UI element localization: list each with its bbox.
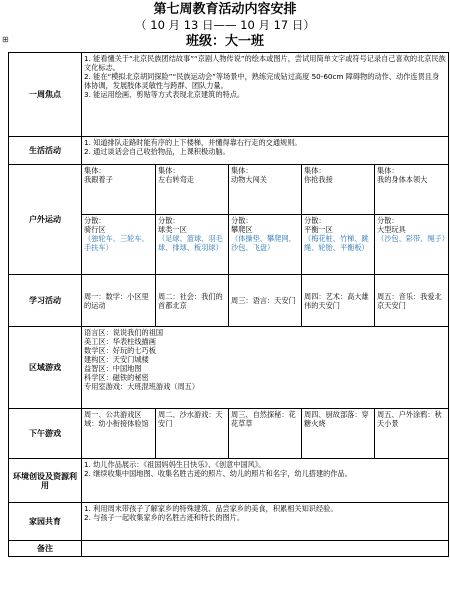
environment-item: 1. 幼儿作品展示：《祖国妈妈生日快乐》、《创意中国风》。 <box>84 460 266 469</box>
focus-row <box>9 53 449 137</box>
area-label: 区域游戏 <box>9 327 82 409</box>
outdoor-split-cell <box>229 215 302 275</box>
cell-area: 骑行区 <box>84 225 106 234</box>
cell-text: 你抢我接 <box>304 175 333 184</box>
outdoor-label: 户外运动 <box>9 165 82 275</box>
cell-head: 集体： <box>84 166 106 175</box>
remarks-content <box>82 541 449 557</box>
focus-item: 1. 能看懂关于“北京民族团结故事”“京剧人物传说”的绘本或图片，尝试用简单文字或符号记录自己喜欢的北京民族文化标志。 <box>84 54 446 72</box>
family-item: 1. 利用周末带孩子了解家乡的特殊建筑、品尝家乡的美食，积累相关知识经验。 <box>84 504 338 513</box>
afternoon-label: 下午游戏 <box>9 409 82 459</box>
cell-text: 我的身体本领大 <box>377 175 428 184</box>
family-content <box>82 503 449 541</box>
outdoor-group-cell <box>156 165 229 215</box>
cell-area: 大型玩具 <box>377 225 406 234</box>
family-item: 2. 与孩子一起收集家乡的名胜古迹和特长的图片。 <box>84 513 245 522</box>
life-item: 1. 知道排队走路时能有序的上下楼梯，并懂得靠右行走的交通规则。 <box>84 138 302 147</box>
area-item: 数学区：好玩的七巧板 <box>84 346 156 355</box>
cell-items: （梅花桩、竹梯、跳绳、轮胎、平衡板） <box>304 234 369 252</box>
life-row <box>9 137 449 165</box>
cell-items: （足球、篮球、羽毛球、排球、板羽球） <box>158 234 223 252</box>
focus-item: 2. 能在“模拟北京胡同探险”“民族运动会”等场景中，熟练完成钻过高度 50-60cm 障碍物的动作、动作连贯且身体协调，发展肢体灵敏性与跨群、团队力量。 <box>84 72 440 90</box>
cell-head: 分散： <box>84 216 106 225</box>
cell-head: 集体： <box>377 166 399 175</box>
study-day-cell: 周三：语言：天安门 <box>229 275 302 327</box>
life-label: 生活活动 <box>9 137 82 165</box>
cell-text: 左右转弯走 <box>158 175 194 184</box>
afternoon-day-cell: 周一、公共游戏区域：幼小衔接体验馆 <box>82 409 156 459</box>
remarks-row <box>9 541 449 557</box>
outdoor-group-cell <box>82 165 156 215</box>
cell-area: 攀爬区 <box>231 225 253 234</box>
cell-area: 球类一区 <box>158 225 187 234</box>
afternoon-day-cell: 周二、沙水游戏：天安门 <box>156 409 229 459</box>
cell-head: 分散： <box>304 216 326 225</box>
cell-head: 分散： <box>231 216 253 225</box>
environment-row <box>9 459 449 503</box>
environment-item: 2. 继续收集中国地图、收集名胜古迹的照片、幼儿的照片和名字，幼儿搭建的作品。 <box>84 469 352 478</box>
afternoon-day-cell: 周五、户外涂鸦：秋天小景 <box>375 409 449 459</box>
remarks-label: 备注 <box>9 541 82 557</box>
study-day-cell: 周五：音乐：我爱北京天安门 <box>375 275 449 327</box>
environment-label: 环境创设及资源利用 <box>9 459 82 503</box>
page-title: 第七周教育活动内容安排 <box>153 2 297 17</box>
cell-head: 集体： <box>231 166 253 175</box>
outdoor-group-cell <box>229 165 302 215</box>
outdoor-split-cell <box>375 215 449 275</box>
cell-text: 我跟着子 <box>84 175 113 184</box>
area-row <box>9 327 449 409</box>
cell-items: （沙包、彩带、绳子） <box>377 234 449 243</box>
area-item: 专用室游戏：大班混班游戏（周五） <box>84 382 200 391</box>
study-day-cell: 周四：艺术：高大雄伟的天安门 <box>302 275 375 327</box>
afternoon-day-cell: 周四、厨故部落：穿糖火烧 <box>302 409 375 459</box>
class-name: 班级：大一班 <box>185 34 264 49</box>
cell-head: 分散： <box>377 216 399 225</box>
outdoor-split-cell <box>302 215 375 275</box>
table-anchor-icon: ⊞ <box>2 35 9 44</box>
afternoon-row <box>9 409 449 459</box>
outdoor-split-cell <box>156 215 229 275</box>
focus-item: 3. 能运用绘画、剪贴等方式表现北京建筑的特点。 <box>84 90 245 99</box>
area-item: 益智区：中国地图 <box>84 364 142 373</box>
focus-label: 一周焦点 <box>9 53 82 137</box>
focus-content <box>82 53 449 137</box>
area-item: 建构区：天安门城楼 <box>84 355 149 364</box>
outdoor-group-cell <box>302 165 375 215</box>
environment-content <box>82 459 449 503</box>
cell-text: 动物大闯关 <box>231 175 267 184</box>
cell-head: 集体： <box>304 166 326 175</box>
cell-items: （独轮车、三轮车、手扶车） <box>84 234 149 252</box>
area-item: 科学区：磁铁的秘密 <box>84 373 149 382</box>
life-content <box>82 137 449 165</box>
schedule-table <box>8 52 449 557</box>
cell-head: 分散： <box>158 216 180 225</box>
area-item: 美工区：华表柱线描画 <box>84 337 156 346</box>
study-day-cell: 周一：数学：小区里的运动 <box>82 275 156 327</box>
study-label: 学习活动 <box>9 275 82 327</box>
afternoon-day-cell: 周三、自然探秘：花花草草 <box>229 409 302 459</box>
date-range: （ 10 月 13 日—— 10 月 17 日） <box>135 18 315 32</box>
study-row <box>9 275 449 327</box>
life-item: 2. 通过谈话会自己收拾物品，上课积极动脑。 <box>84 147 230 156</box>
cell-items: （体操垫、攀爬网、沙包、飞盘） <box>231 234 296 252</box>
area-content <box>82 327 449 409</box>
cell-head: 集体： <box>158 166 180 175</box>
cell-area: 平衡一区 <box>304 225 333 234</box>
family-row <box>9 503 449 541</box>
outdoor-group-cell <box>375 165 449 215</box>
outdoor-group-row <box>9 165 449 215</box>
study-day-cell: 周二：社会：我们的首都北京 <box>156 275 229 327</box>
family-label: 家园共育 <box>9 503 82 541</box>
area-item: 语言区：说说我们的祖国 <box>84 328 164 337</box>
outdoor-split-cell <box>82 215 156 275</box>
